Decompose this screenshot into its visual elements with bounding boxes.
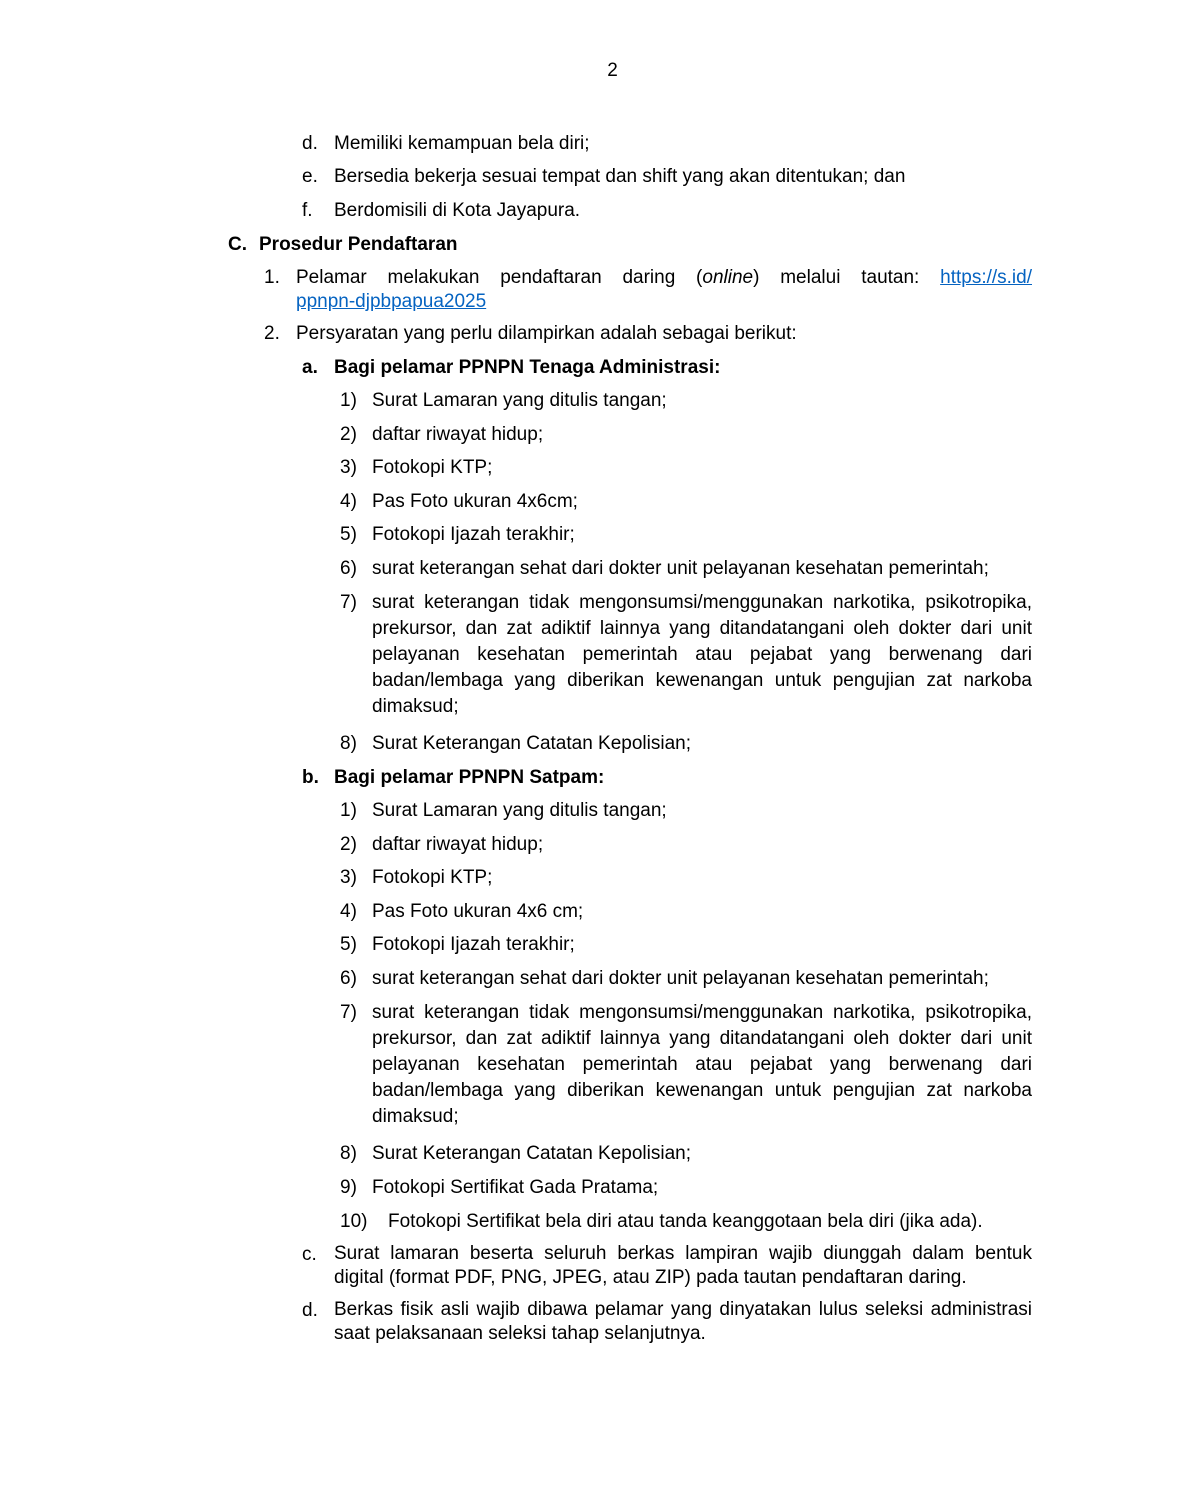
list-item — [340, 590, 1032, 720]
item1-line1 — [296, 265, 1032, 291]
list-item-text: Pas Foto ukuran 4x6cm; — [372, 491, 578, 512]
list-item-text: surat keterangan tidak mengonsumsi/menggunakan narkotika, psikotropika, prekursor, dan zat adiktif lainnya yang ditandatangani oleh dokter dari unit pelayanan kesehatan pemerintah atau pejabat yang berwenang dari badan/lembaga yang diberikan kewenangan untuk pengujian zat narkoba dimaksud; — [372, 1002, 1032, 1127]
list-item-text: surat keterangan sehat dari dokter unit pelayanan kesehatan pemerintah; — [372, 558, 989, 579]
list-item — [340, 832, 1032, 858]
list-marker: 2) — [340, 424, 357, 445]
item1-text-after: ) melalui tautan: — [753, 267, 920, 288]
list-marker: 5) — [340, 934, 357, 955]
list-marker: 1) — [340, 800, 357, 821]
subsection-title: Bagi pelamar PPNPN Tenaga Administrasi: — [334, 357, 721, 378]
list-item — [340, 1175, 1032, 1201]
list-item-text: daftar riwayat hidup; — [372, 834, 544, 855]
subsection-marker: a. — [302, 357, 318, 378]
list-item — [340, 522, 1032, 548]
list-item — [302, 198, 1032, 224]
list-item-text — [296, 265, 1032, 313]
list-marker: 1) — [340, 390, 357, 411]
list-item-text: Surat Keterangan Catatan Kepolisian; — [372, 1143, 691, 1164]
subsection-title: Bagi pelamar PPNPN Satpam: — [334, 767, 605, 788]
list-item — [264, 321, 1032, 347]
list-item-text: Memiliki kemampuan bela diri; — [334, 133, 590, 154]
list-item-text: Bersedia bekerja sesuai tempat dan shift yang akan ditentukan; dan — [334, 166, 906, 187]
list-marker: 6) — [340, 968, 357, 989]
list-marker: d. — [302, 133, 318, 154]
list-marker: e. — [302, 166, 318, 187]
list-item-text: Berkas fisik asli wajib dibawa pelamar yang dinyatakan lulus seleksi administrasi saat pelaksanaan seleksi tahap selanjutnya. — [334, 1299, 1032, 1344]
list-item-text: Berdomisili di Kota Jayapura. — [334, 200, 581, 221]
list-item-text: Fotokopi Sertifikat Gada Pratama; — [372, 1177, 659, 1198]
list-marker: 10) — [340, 1211, 368, 1232]
list-item — [302, 1298, 1032, 1346]
list-item — [340, 798, 1032, 824]
list-item — [340, 899, 1032, 925]
list-marker: 7) — [340, 1002, 357, 1023]
list-item-text: Fotokopi Ijazah terakhir; — [372, 934, 575, 955]
list-item — [340, 865, 1032, 891]
list-marker: c. — [302, 1244, 317, 1265]
list-item — [302, 164, 1032, 190]
list-marker: 8) — [340, 733, 357, 754]
list-item — [340, 1000, 1032, 1130]
list-item — [340, 731, 1032, 757]
list-marker: 5) — [340, 524, 357, 545]
list-marker: 4) — [340, 901, 357, 922]
list-item — [302, 131, 1032, 157]
list-marker: 7) — [340, 592, 357, 613]
item1-italic: online — [702, 267, 754, 288]
list-marker: 8) — [340, 1143, 357, 1164]
list-item — [340, 932, 1032, 958]
section-title: Prosedur Pendaftaran — [259, 234, 458, 255]
page-number: 2 — [607, 60, 618, 81]
subsection-heading — [302, 765, 1032, 791]
list-item-text: Fotokopi KTP; — [372, 867, 493, 888]
list-item — [264, 265, 1032, 313]
list-marker: f. — [302, 200, 313, 221]
list-item-text: Fotokopi Ijazah terakhir; — [372, 524, 575, 545]
list-item-text: surat keterangan sehat dari dokter unit pelayanan kesehatan pemerintah; — [372, 968, 989, 989]
list-item — [340, 489, 1032, 515]
section-marker: C. — [228, 234, 247, 255]
list-item-text: Surat lamaran beserta seluruh berkas lampiran wajib diunggah dalam bentuk digital (format PDF, PNG, JPEG, atau ZIP) pada tautan pendaftaran daring. — [334, 1243, 1032, 1288]
list-item-text: Fotokopi KTP; — [372, 457, 493, 478]
subsection-marker: b. — [302, 767, 319, 788]
registration-link-part1[interactable]: https://s.id/ — [940, 267, 1032, 288]
list-item-text: Persyaratan yang perlu dilampirkan adalah sebagai berikut: — [296, 323, 797, 344]
section-heading — [228, 232, 1032, 258]
subsection-heading — [302, 355, 1032, 381]
list-marker: 1. — [264, 267, 280, 288]
list-item — [302, 1242, 1032, 1290]
list-item-text: Surat Lamaran yang ditulis tangan; — [372, 800, 667, 821]
list-item — [340, 455, 1032, 481]
list-item — [340, 556, 1032, 582]
list-item — [340, 1141, 1032, 1167]
list-marker: 3) — [340, 867, 357, 888]
list-item-text: surat keterangan tidak mengonsumsi/menggunakan narkotika, psikotropika, prekursor, dan zat adiktif lainnya yang ditandatangani oleh dokter dari unit pelayanan kesehatan pemerintah atau pejabat yang berwenang dari badan/lembaga yang diberikan kewenangan untuk pengujian zat narkoba dimaksud; — [372, 592, 1032, 717]
list-item — [340, 1209, 1032, 1235]
list-item-text: Fotokopi Sertifikat bela diri atau tanda keanggotaan bela diri (jika ada). — [388, 1211, 983, 1232]
registration-link-part2[interactable]: ppnpn-djpbpapua2025 — [296, 291, 487, 312]
list-item-text: Surat Lamaran yang ditulis tangan; — [372, 390, 667, 411]
list-marker: 2. — [264, 323, 280, 344]
list-item — [340, 388, 1032, 414]
list-item-text: Pas Foto ukuran 4x6 cm; — [372, 901, 584, 922]
list-marker: 3) — [340, 457, 357, 478]
list-marker: 2) — [340, 834, 357, 855]
list-item — [340, 422, 1032, 448]
list-marker: 9) — [340, 1177, 357, 1198]
list-item-text: Surat Keterangan Catatan Kepolisian; — [372, 733, 691, 754]
list-marker: 4) — [340, 491, 357, 512]
item1-text-before: Pelamar melakukan pendaftaran daring ( — [296, 267, 703, 288]
list-item — [340, 966, 1032, 992]
list-marker: d. — [302, 1300, 318, 1321]
list-item-text: daftar riwayat hidup; — [372, 424, 544, 445]
list-marker: 6) — [340, 558, 357, 579]
